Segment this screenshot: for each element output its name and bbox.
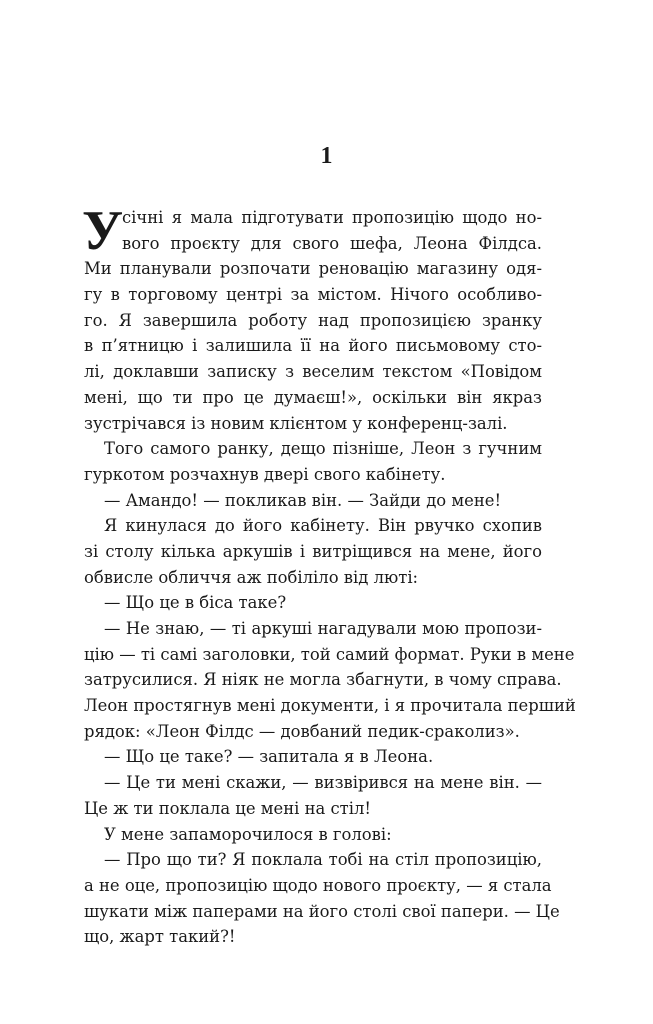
text-line: — Про що ти? Я поклала тобі на стіл пропозицію, [104, 850, 542, 870]
text-line: Леон простягнув мені документи, і я прочитала перший [84, 696, 576, 716]
text-line: — Амандо! — покликав він. — Зайди до мене! [104, 490, 502, 510]
text-line: зустрічався із новим клієнтом у конференц-залі. [84, 413, 508, 433]
text-line: — Це ти мені скажи, — визвірився на мене він. — [104, 773, 542, 793]
text-line: го. Я завершила роботу над пропозицією зранку [84, 310, 542, 330]
text-line: лі, доклавши записку з веселим текстом «Повідом [84, 362, 542, 382]
text-line: що, жарт такий?! [84, 927, 236, 947]
text-line: а не оце, пропозицію щодо нового проєкту, — я стала [84, 875, 552, 895]
text-line: Ми планували розпочати реновацію магазину одя- [84, 259, 542, 279]
text-line: шукати між паперами на його столі свої папери. — Це [84, 901, 560, 921]
text-line: Це ж ти поклала це мені на стіл! [84, 798, 371, 818]
text-lines [82, 200, 576, 950]
text-line: в п’ятницю і залишила її на його письмовому сто- [84, 336, 542, 356]
text-line: мені, що ти про це думаєш!», оскільки він якраз [84, 387, 542, 407]
text-line: вого проєкту для свого шефа, Леона Філдса. [122, 233, 542, 253]
body-text [82, 200, 576, 950]
text-line: — Що це в біса таке? [104, 593, 287, 613]
chapter-number: 1 [320, 143, 333, 169]
text-line: затрусилися. Я ніяк не могла збагнути, в чому справа. [84, 670, 562, 690]
text-line: рядок: «Леон Філдс — довбаний педик-сраколиз». [84, 721, 520, 741]
text-line: Я кинулася до його кабінету. Він рвучко схопив [104, 516, 542, 536]
text-line: Того самого ранку, дещо пізніше, Леон з гучним [104, 439, 542, 459]
text-line: У мене запаморочилося в голові: [104, 824, 392, 844]
text-line: гу в торговому центрі за містом. Нічого особливо- [84, 285, 542, 305]
text-line: обвисле обличчя аж побіліло від люті: [84, 567, 419, 587]
text-line: зі столу кілька аркушів і витріщився на мене, його [84, 541, 542, 561]
text-line: — Не знаю, — ті аркуші нагадували мою пропози- [104, 619, 542, 638]
text-line: гуркотом розчахнув двері свого кабінету. [84, 464, 446, 484]
text-line: цію — ті самі заголовки, той самий формат. Руки в мене [84, 644, 575, 664]
text-line: січні я мала підготувати пропозицію щодо но- [122, 208, 542, 227]
drop-cap: У [82, 200, 124, 262]
text-line: — Що це таке? — запитала я в Леона. [104, 747, 434, 767]
